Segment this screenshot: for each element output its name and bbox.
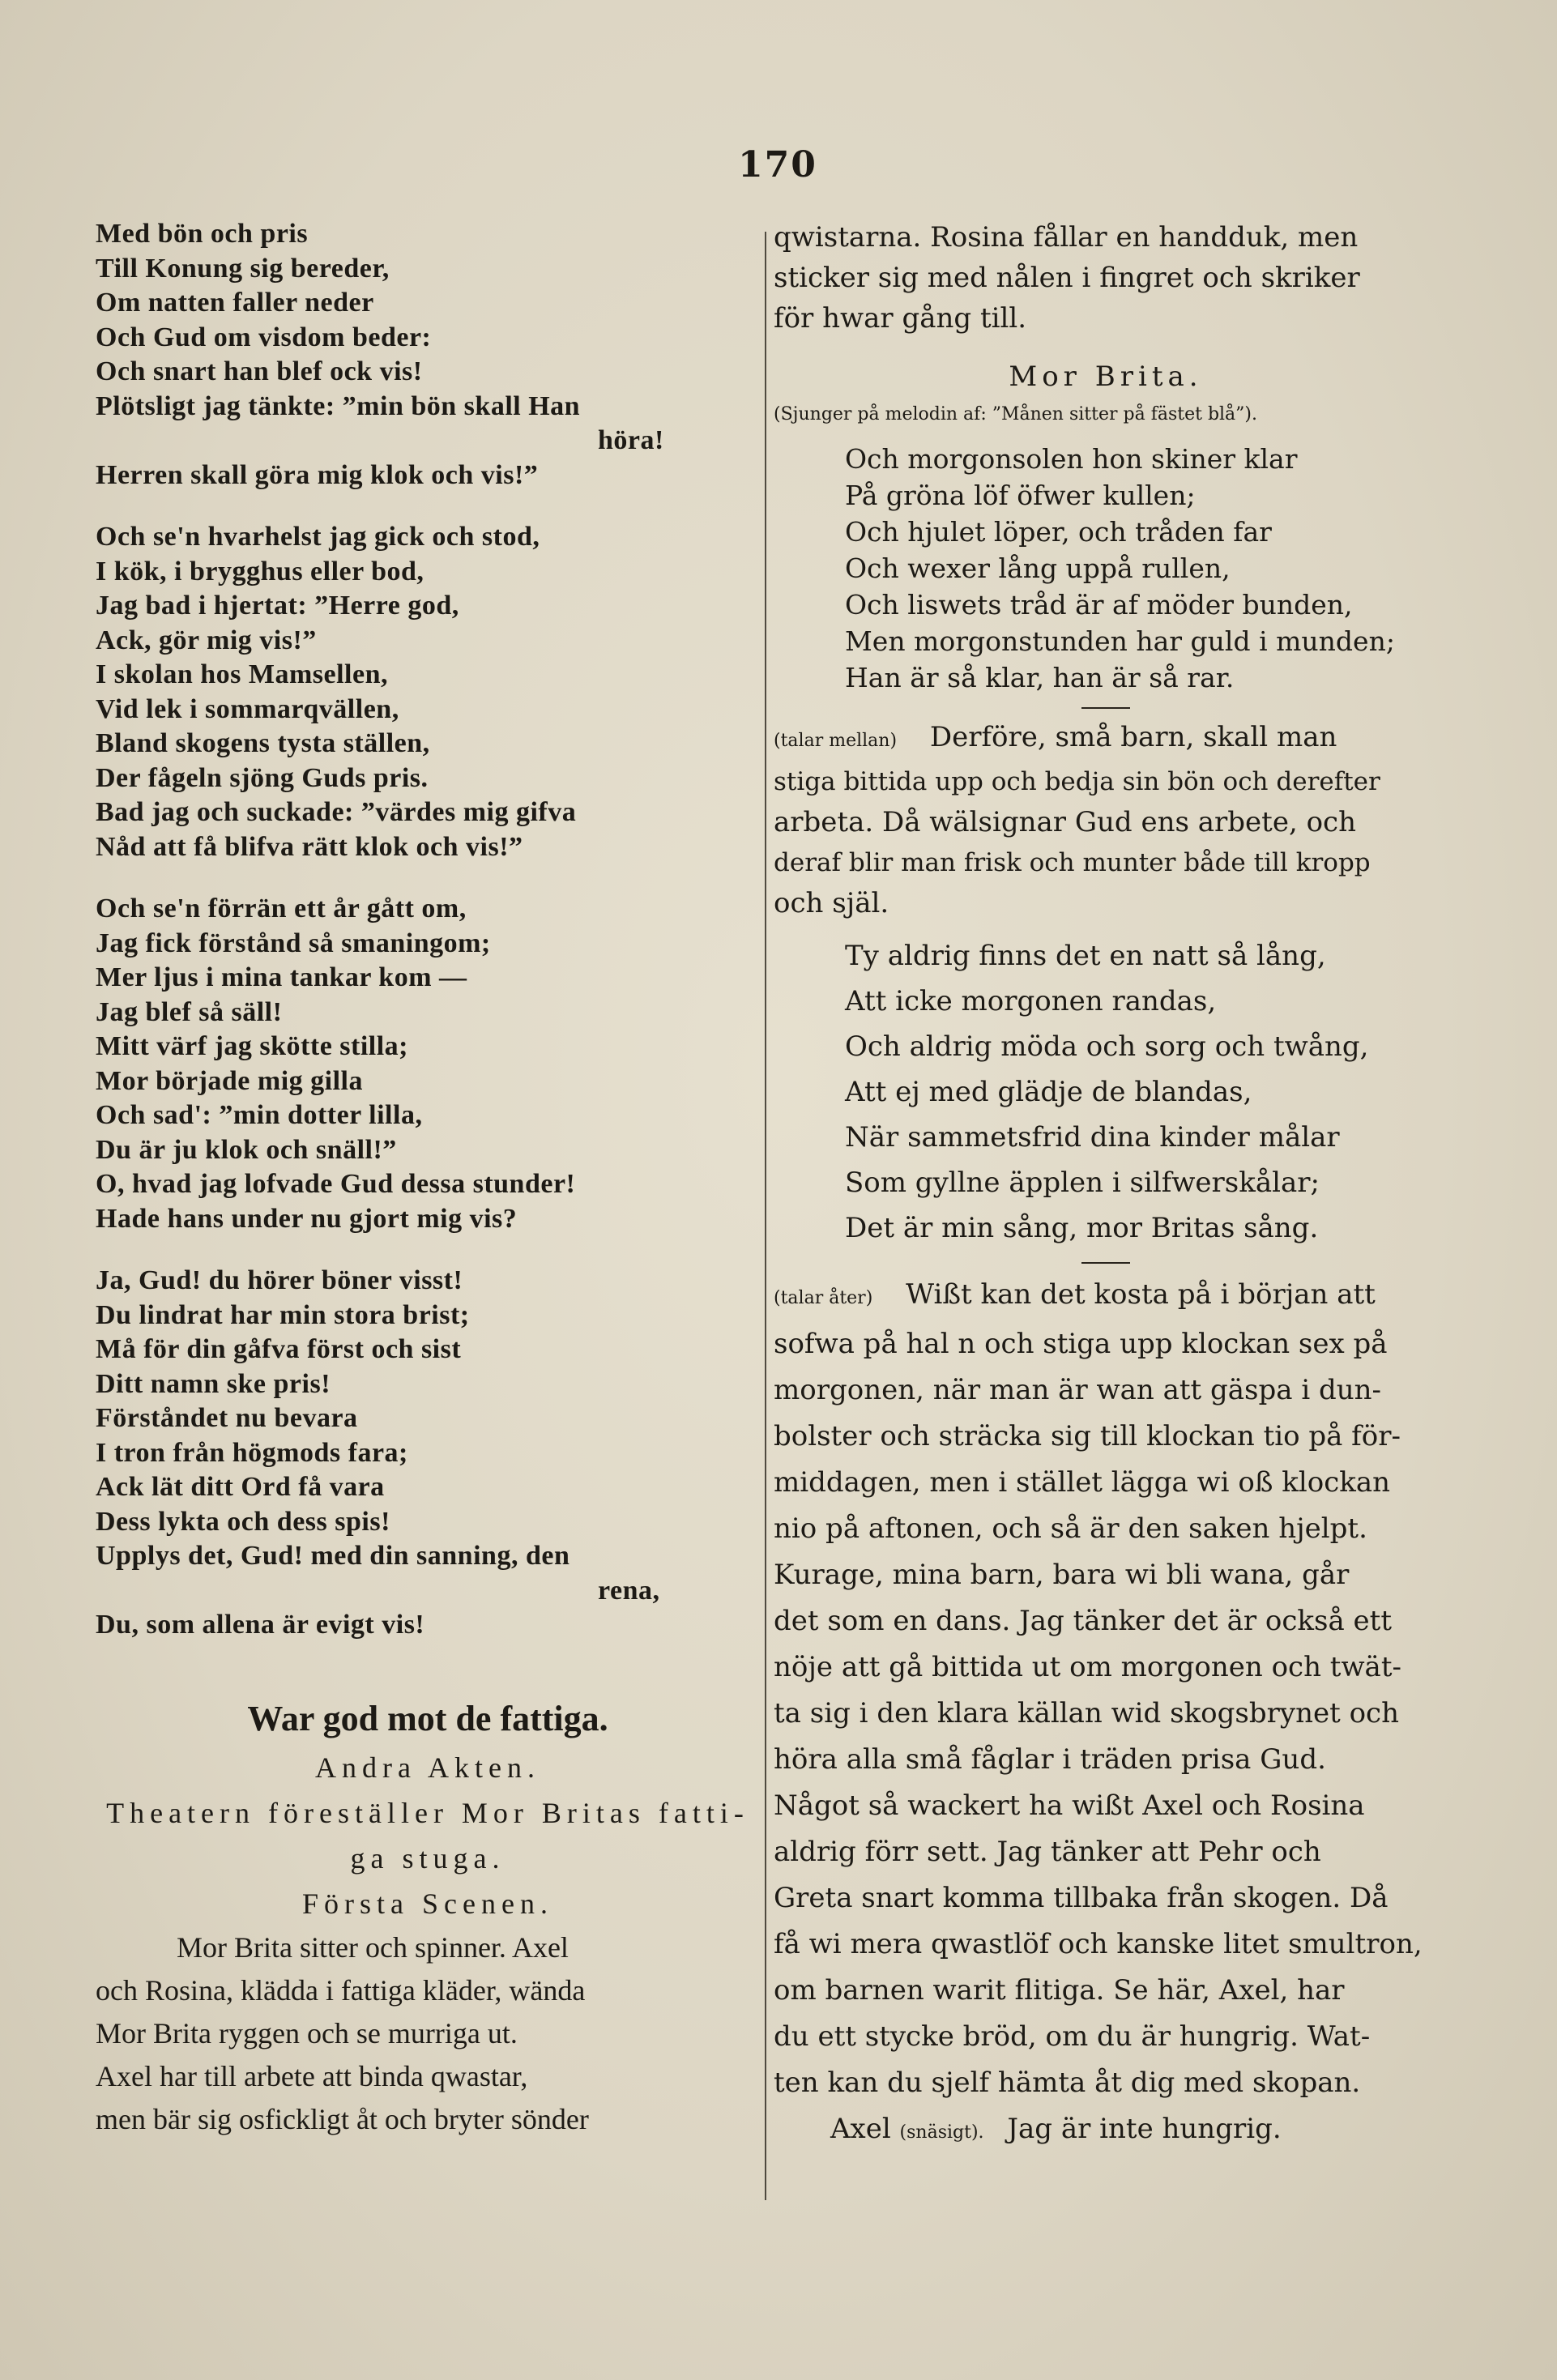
- song-line: Och morgonsolen hon skiner klar: [845, 443, 1298, 475]
- body-line: Mor Brita sitter och spinner. Axel: [177, 1930, 569, 1964]
- poem-line: Och se'n hvarhelst jag gick och stod,: [96, 522, 540, 552]
- song-line: Att ej med glädje de blandas,: [845, 1076, 1252, 1108]
- body-line: nio på aftonen, och så är den saken hjelpt.: [774, 1512, 1367, 1545]
- stage-direction: (snäsigt).: [899, 2122, 984, 2143]
- poem-line: Om natten faller neder: [96, 288, 374, 318]
- poem-line: Hade hans under nu gjort mig vis?: [96, 1203, 518, 1234]
- song-line: Att icke morgonen randas,: [845, 985, 1217, 1017]
- poem-line: Och snart han blef ock vis!: [96, 356, 423, 386]
- poem-line: Ack, gör mig vis!”: [96, 625, 317, 655]
- poem-line: Mor började mig gilla: [96, 1065, 363, 1096]
- body-line: Kurage, mina barn, bara wi bli wana, går: [774, 1559, 1350, 1591]
- poem-line: Och se'n förrän ett år gått om,: [96, 894, 467, 923]
- body-line: stiga bittida upp och bedja sin bön och derefter: [774, 767, 1380, 796]
- body-line: Mor Brita ryggen och se murriga ut.: [96, 2016, 518, 2049]
- body-line: höra alla små fåglar i träden prisa Gud.: [774, 1743, 1326, 1776]
- body-text: Jag är inte hungrig.: [1007, 2113, 1282, 2145]
- poem-line: Du är ju klok och snäll!”: [96, 1134, 397, 1165]
- column-divider: [765, 232, 766, 2200]
- poem-line: Må för din gåfva först och sist: [96, 1334, 462, 1364]
- stage-direction: (talar mellan): [774, 731, 898, 751]
- poem-line: Du, som allena är evigt vis!: [96, 1610, 425, 1640]
- play-title: War god mot de fattiga.: [247, 1698, 608, 1738]
- divider-rule: [1081, 1262, 1130, 1264]
- body-line: aldrig förr sett. Jag tänker att Pehr och: [774, 1836, 1321, 1868]
- poem-line: Jag blef så säll!: [96, 996, 283, 1027]
- poem-line: Jag fick förstånd så smaningom;: [96, 928, 491, 958]
- song-line: Och wexer lång uppå rullen,: [845, 552, 1231, 584]
- song-line: På gröna löf öfwer kullen;: [845, 480, 1196, 511]
- song-stanza-2: [774, 933, 1438, 1251]
- song-line: Ty aldrig finns det en natt så lång,: [845, 940, 1326, 972]
- body-line: och själ.: [774, 887, 889, 919]
- melody-note: (Sjunger på melodin af: ”Månen sitter på fästet blå”).: [774, 404, 1257, 424]
- poem-line: Och sad': ”min dotter lilla,: [96, 1100, 423, 1130]
- body-line: för hwar gång till.: [774, 302, 1027, 335]
- song-line: Och liswets tråd är af möder bunden,: [845, 589, 1353, 621]
- play-heading: [96, 1693, 760, 1926]
- poem-line: Mer ljus i mina tankar kom —: [96, 962, 467, 992]
- body-line: middagen, men i stället lägga wi oß klockan: [774, 1466, 1391, 1499]
- song-stanza-1: [774, 441, 1438, 696]
- body-line: sofwa på hal n och stiga upp klockan sex på: [774, 1328, 1388, 1360]
- body-line: bolster och sträcka sig till klockan tio på för-: [774, 1420, 1401, 1452]
- poem-line: Du lindrat har min stora brist;: [96, 1299, 470, 1330]
- song-line: Det är min sång, mor Britas sång.: [845, 1212, 1319, 1244]
- body-line: ten kan du sjelf hämta åt dig med skopan.: [774, 2067, 1361, 2099]
- body-line: du ett stycke bröd, om du är hungrig. Wat-: [774, 2020, 1371, 2053]
- poem-line: O, hvad jag lofvade Gud dessa stunder!: [96, 1169, 576, 1199]
- poem-line: Ack lät ditt Ord få vara: [96, 1472, 385, 1502]
- poem-line: Bland skogens tysta ställen,: [96, 728, 430, 758]
- divider-rule: [1081, 707, 1130, 709]
- poem-stanza-1: [96, 217, 760, 493]
- poem-line: Mitt värf jag skötte stilla;: [96, 1031, 409, 1061]
- poem-line: Och Gud om visdom beder:: [96, 322, 432, 352]
- song-line: När sammetsfrid dina kinder målar: [845, 1121, 1340, 1154]
- poem-line: Upplys det, Gud! med din sanning, den: [96, 1541, 570, 1571]
- body-line: sticker sig med nålen i fingret och skriker: [774, 262, 1360, 294]
- poem-line: Plötsligt jag tänkte: ”min bön skall Han: [96, 390, 581, 421]
- poem-stanza-3: [96, 892, 760, 1236]
- poem-stanza-2: [96, 520, 760, 864]
- scene-heading: Första Scenen.: [302, 1887, 553, 1920]
- song-line: Och aldrig möda och sorg och twång,: [845, 1030, 1369, 1063]
- body-line: morgonen, när man är wan att gäspa i dun-: [774, 1374, 1382, 1406]
- poem-stanza-4: [96, 1264, 760, 1643]
- body-line: ta sig i den klara källan wid skogsbrynet och: [774, 1697, 1399, 1730]
- poem-line: Ditt namn ske pris!: [96, 1368, 331, 1399]
- page-number: 170: [738, 144, 817, 186]
- poem-line: höra!: [598, 425, 664, 455]
- body-line: [774, 1272, 1438, 1321]
- body-line: få wi mera qwastlöf och kanske litet smultron,: [774, 1928, 1423, 1960]
- body-line: om barnen warit flitiga. Se här, Axel, har: [774, 1974, 1345, 2007]
- body-line: arbeta. Då wälsignar Gud ens arbete, och: [774, 806, 1356, 838]
- body-line: [774, 717, 1438, 761]
- poem-line: Vid lek i sommarqvällen,: [96, 693, 399, 724]
- body-line: deraf blir man frisk och munter både till kropp: [774, 848, 1371, 877]
- body-text: Derföre, små barn, skall man: [929, 721, 1337, 753]
- song-line: Och hjulet löper, och tråden far: [845, 516, 1272, 548]
- poem-line: I skolan hos Mamsellen,: [96, 659, 388, 689]
- poem-line: Dess lykta och dess spis!: [96, 1506, 390, 1537]
- left-column: [96, 217, 760, 2141]
- poem-line: Bad jag och suckade: ”värdes mig gifva: [96, 797, 577, 827]
- body-line: det som en dans. Jag tänker det är också ett: [774, 1605, 1393, 1637]
- body-line: men bär sig osfickligt åt och bryter sönder: [96, 2102, 589, 2135]
- body-text: Wißt kan det kosta på i början att: [906, 1278, 1376, 1311]
- song-line: Som gyllne äpplen i silfwerskålar;: [845, 1167, 1320, 1199]
- poem-line: I tron från högmods fara;: [96, 1437, 408, 1468]
- body-line: Axel har till arbete att binda qwastar,: [96, 2059, 528, 2092]
- song-line: Men morgonstunden har guld i munden;: [845, 625, 1395, 657]
- speaker-name: Mor Brita.: [1009, 360, 1203, 393]
- poem-line: Nåd att få blifva rätt klok och vis!”: [96, 831, 523, 862]
- body-line: qwistarna. Rosina fållar en handduk, men: [774, 221, 1359, 254]
- right-column: [774, 217, 1438, 2156]
- poem-line: Till Konung sig bereder,: [96, 253, 390, 284]
- poem-line: Ja, Gud! du hörer böner visst!: [96, 1265, 463, 1295]
- speaker-name: Axel: [830, 2113, 891, 2145]
- poem-line: Der fågeln sjöng Guds pris.: [96, 762, 429, 793]
- body-line: nöje att gå bittida ut om morgonen och twät-: [774, 1651, 1401, 1683]
- poem-line: Förståndet nu bevara: [96, 1403, 358, 1433]
- stage-direction: (talar åter): [774, 1288, 873, 1308]
- poem-line: Med bön och pris: [96, 219, 309, 249]
- scene-description: [96, 1926, 760, 2141]
- poem-line: rena,: [598, 1575, 660, 1606]
- stage-direction-line: ga stuga.: [350, 1841, 505, 1875]
- stage-direction-line: Theatern föreställer Mor Britas fatti-: [106, 1796, 749, 1829]
- poem-line: Jag bad i hjertat: ”Herre god,: [96, 591, 459, 621]
- poem-line: Herren skall göra mig klok och vis!”: [96, 459, 539, 490]
- body-line: och Rosina, klädda i fattiga kläder, wända: [96, 1973, 586, 2007]
- body-line: Något så wackert ha wißt Axel och Rosina: [774, 1789, 1365, 1822]
- poem-line: I kök, i brygghus eller bod,: [96, 556, 424, 586]
- dialogue-line: [774, 2106, 1438, 2156]
- act-heading: Andra Akten.: [315, 1751, 540, 1784]
- body-line: Greta snart komma tillbaka från skogen. Då: [774, 1882, 1389, 1914]
- song-line: Han är så klar, han är så rar.: [845, 662, 1235, 693]
